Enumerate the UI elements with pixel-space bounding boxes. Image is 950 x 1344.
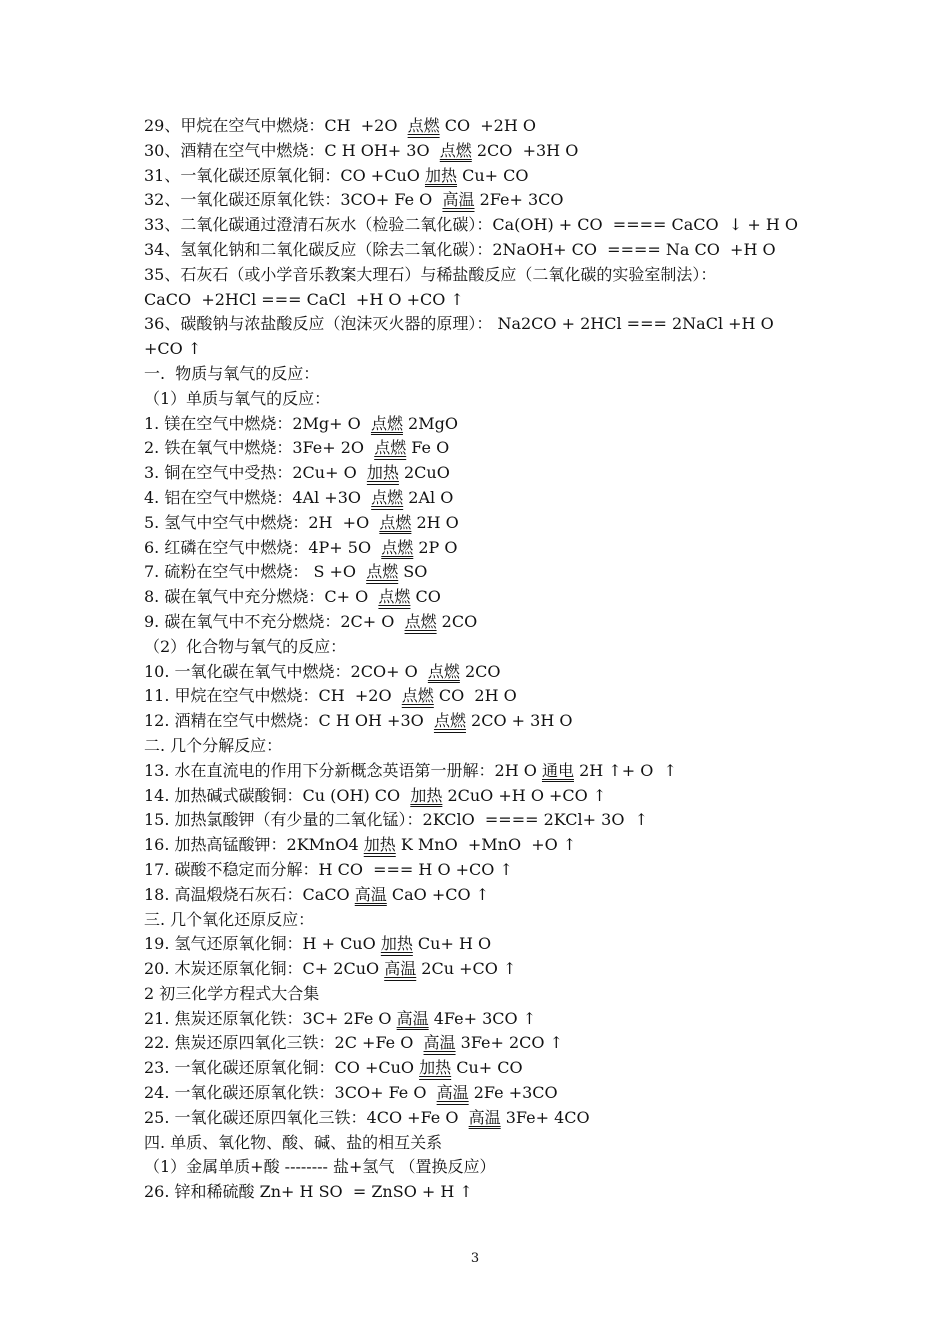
line-text: 34、氢氧化钠和二氧化碳反应（除去二氧化碳）：2NaOH+ CO ==== Na CO +H O xyxy=(144,239,776,259)
line-products: 2CuO xyxy=(398,463,450,483)
line-text: CaCO +2HCl === CaCl +H O +CO ↑ xyxy=(144,289,464,309)
text-line xyxy=(144,436,824,461)
line-text: 二. 几个分解反应： xyxy=(144,735,283,755)
line-products: 2CO +3H O xyxy=(471,140,579,160)
text-line xyxy=(144,486,824,511)
text-line xyxy=(144,1180,824,1205)
text-line xyxy=(144,684,824,709)
text-line xyxy=(144,114,824,139)
line-text: 14. 加热碱式碳酸铜：Cu (OH) CO xyxy=(144,785,411,805)
line-products: 2Fe+ 3CO xyxy=(474,190,564,210)
line-text: 8. 碳在氧气中充分燃烧：C+ O xyxy=(144,587,379,607)
line-products: 2CO xyxy=(459,661,501,681)
reaction-condition: 点燃 xyxy=(404,611,437,631)
line-text: 24. 一氧化碳还原氧化铁：3CO+ Fe O xyxy=(144,1083,437,1103)
page-number: 3 xyxy=(470,1251,480,1266)
text-line xyxy=(144,288,824,313)
text-line xyxy=(144,833,824,858)
line-products: 2H ↑+ O ↑ xyxy=(573,760,677,780)
text-line xyxy=(144,1007,824,1032)
line-products: Cu+ H O xyxy=(412,934,492,954)
reaction-condition: 高温 xyxy=(354,884,387,904)
line-products: Cu+ CO xyxy=(456,165,529,185)
text-line xyxy=(144,784,824,809)
text-line xyxy=(144,238,824,263)
text-line xyxy=(144,1131,824,1156)
reaction-condition: 点燃 xyxy=(433,711,466,731)
text-line xyxy=(144,883,824,908)
reaction-condition: 点燃 xyxy=(379,512,412,532)
reaction-condition: 点燃 xyxy=(374,438,407,458)
text-line xyxy=(144,139,824,164)
line-products: 2Cu +CO ↑ xyxy=(416,959,517,979)
text-line xyxy=(144,1106,824,1131)
line-text: 一. 物质与氧气的反应： xyxy=(144,363,320,383)
text-line xyxy=(144,734,824,759)
reaction-condition: 点燃 xyxy=(381,537,414,557)
line-products: CaO +CO ↑ xyxy=(386,884,490,904)
text-line xyxy=(144,709,824,734)
line-text: （1）单质与氧气的反应： xyxy=(144,388,331,408)
text-line xyxy=(144,1155,824,1180)
line-text: 10. 一氧化碳在氧气中燃烧：2CO+ O xyxy=(144,661,428,681)
reaction-condition: 点燃 xyxy=(427,661,460,681)
line-text: 4. 铝在空气中燃烧：4Al +3O xyxy=(144,487,372,507)
text-line xyxy=(144,982,824,1007)
text-line xyxy=(144,536,824,561)
text-line xyxy=(144,560,824,585)
line-products: Cu+ CO xyxy=(451,1058,523,1078)
line-products: Fe O xyxy=(406,438,450,458)
line-text: 16. 加热高锰酸钾：2KMnO4 xyxy=(144,835,364,855)
text-line xyxy=(144,635,824,660)
line-text: +CO ↑ xyxy=(144,339,202,359)
text-line xyxy=(144,412,824,437)
reaction-condition: 高温 xyxy=(436,1083,469,1103)
line-text: 22. 焦炭还原四氧化三铁：2C +Fe O xyxy=(144,1033,424,1053)
line-text: 9. 碳在氧气中不充分燃烧：2C+ O xyxy=(144,611,405,631)
line-products: 2Al O xyxy=(403,487,454,507)
reaction-condition: 加热 xyxy=(424,165,457,185)
line-products: 2CO xyxy=(436,611,478,631)
text-line xyxy=(144,908,824,933)
reaction-condition: 点燃 xyxy=(439,140,472,160)
reaction-condition: 高温 xyxy=(442,190,475,210)
line-text: （2）化合物与氧气的反应： xyxy=(144,636,347,656)
line-products: 2H O xyxy=(411,512,459,532)
line-text: 32、一氧化碳还原氧化铁：3CO+ Fe O xyxy=(144,190,443,210)
text-line xyxy=(144,932,824,957)
line-products: CO +2H O xyxy=(439,116,536,135)
reaction-condition: 高温 xyxy=(384,959,417,979)
line-text: 20. 木炭还原氧化铜：C+ 2CuO xyxy=(144,959,385,979)
line-text: 21. 焦炭还原氧化铁：3C+ 2Fe O xyxy=(144,1008,397,1028)
line-text: 5. 氢气中空气中燃烧：2H +O xyxy=(144,512,380,532)
reaction-condition: 加热 xyxy=(366,463,399,483)
line-text: 19. 氢气还原氧化铜：H + CuO xyxy=(144,934,381,954)
text-line xyxy=(144,511,824,536)
line-text: 12. 酒精在空气中燃烧：C H OH +3O xyxy=(144,711,434,731)
line-text: 23. 一氧化碳还原氧化铜：CO +CuO xyxy=(144,1058,420,1078)
reaction-condition: 点燃 xyxy=(366,562,399,582)
reaction-condition: 点燃 xyxy=(378,587,411,607)
line-products: 3Fe+ 4CO xyxy=(500,1107,590,1127)
line-text: 35、石灰石（或小学音乐教案大理石）与稀盐酸反应（二氧化碳的实验室制法）： xyxy=(144,264,717,284)
equation-list xyxy=(144,114,824,1205)
line-text: 6. 红磷在空气中燃烧：4P+ 5O xyxy=(144,537,382,557)
line-text: 2 初三化学方程式大合集 xyxy=(144,983,320,1003)
line-text: 25. 一氧化碳还原四氧化三铁：4CO +Fe O xyxy=(144,1107,469,1127)
line-products: SO xyxy=(398,562,428,582)
line-text: 11. 甲烷在空气中燃烧：CH +2O xyxy=(144,686,402,706)
reaction-condition: 通电 xyxy=(541,760,574,780)
text-line xyxy=(144,759,824,784)
line-text: 四. 单质、氧化物、酸、碱、盐的相互关系 xyxy=(144,1132,443,1152)
text-line xyxy=(144,1031,824,1056)
line-text: 36、碳酸钠与浓盐酸反应（泡沫灭火器的原理）： Na2CO + 2HCl === 2NaCl +H O xyxy=(144,314,774,334)
reaction-condition: 高温 xyxy=(468,1107,501,1127)
line-text: （1）金属单质+酸 -------- 盐+氢气 （置换反应） xyxy=(144,1157,496,1177)
line-text: 三. 几个氧化还原反应： xyxy=(144,909,315,929)
text-line xyxy=(144,808,824,833)
line-products: CO xyxy=(410,587,441,607)
text-line xyxy=(144,312,824,337)
reaction-condition: 点燃 xyxy=(371,487,404,507)
line-text: 18. 高温煅烧石灰石：CaCO xyxy=(144,884,355,904)
line-products: CO 2H O xyxy=(433,686,517,706)
reaction-condition: 点燃 xyxy=(407,116,440,135)
reaction-condition: 高温 xyxy=(396,1008,429,1028)
line-text: 15. 加热氯酸钾（有少量的二氧化锰）：2KClO ==== 2KCl+ 3O ↑ xyxy=(144,810,649,830)
line-products: 2Fe +3CO xyxy=(468,1083,558,1103)
line-text: 7. 硫粉在空气中燃烧： S +O xyxy=(144,562,367,582)
text-line xyxy=(144,387,824,412)
line-text: 17. 碳酸不稳定而分解：H CO === H O +CO ↑ xyxy=(144,859,513,879)
text-line xyxy=(144,164,824,189)
line-products: K MnO +MnO +O ↑ xyxy=(395,835,577,855)
line-products: 2MgO xyxy=(402,413,458,433)
text-line xyxy=(144,337,824,362)
reaction-condition: 点燃 xyxy=(401,686,434,706)
line-products: 3Fe+ 2CO ↑ xyxy=(455,1033,564,1053)
text-line xyxy=(144,461,824,486)
line-products: 2CuO +H O +CO ↑ xyxy=(442,785,607,805)
line-text: 3. 铜在空气中受热：2Cu+ O xyxy=(144,463,367,483)
text-line xyxy=(144,660,824,685)
reaction-condition: 加热 xyxy=(410,785,443,805)
line-text: 26. 锌和稀硫酸 Zn+ H SO = ZnSO + H ↑ xyxy=(144,1182,473,1202)
text-line xyxy=(144,858,824,883)
line-products: 2CO + 3H O xyxy=(465,711,573,731)
reaction-condition: 加热 xyxy=(363,835,396,855)
text-line xyxy=(144,1081,824,1106)
text-line xyxy=(144,263,824,288)
text-line xyxy=(144,610,824,635)
line-text: 33、二氧化碳通过澄清石灰水（检验二氧化碳）：Ca(OH) + CO ==== CaCO ↓ + H O xyxy=(144,215,798,235)
line-products: 2P O xyxy=(413,537,458,557)
text-line xyxy=(144,1056,824,1081)
line-text: 29、甲烷在空气中燃烧：CH +2O xyxy=(144,116,408,135)
line-text: 1. 镁在空气中燃烧：2Mg+ O xyxy=(144,413,371,433)
text-line xyxy=(144,957,824,982)
line-text: 2. 铁在氧气中燃烧：3Fe+ 2O xyxy=(144,438,375,458)
text-line xyxy=(144,213,824,238)
text-line xyxy=(144,188,824,213)
line-text: 13. 水在直流电的作用下分新概念英语第一册解：2H O xyxy=(144,760,542,780)
reaction-condition: 加热 xyxy=(380,934,413,954)
line-text: 31、一氧化碳还原氧化铜：CO +CuO xyxy=(144,165,425,185)
line-text: 30、酒精在空气中燃烧：C H OH+ 3O xyxy=(144,140,440,160)
reaction-condition: 高温 xyxy=(423,1033,456,1053)
line-products: 4Fe+ 3CO ↑ xyxy=(428,1008,537,1028)
reaction-condition: 加热 xyxy=(419,1058,452,1078)
reaction-condition: 点燃 xyxy=(370,413,403,433)
text-line xyxy=(144,585,824,610)
text-line xyxy=(144,362,824,387)
